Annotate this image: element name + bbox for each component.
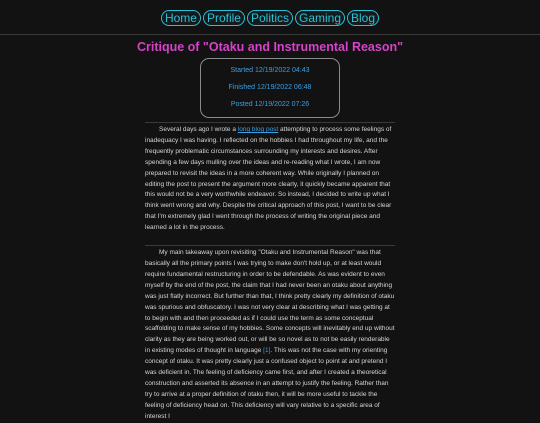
paragraph-1-text-b: attempting to process some feelings of inadequacy I was having. I reflected on the hobbies I had throughout my life, and the frequently problematic circumstances surrounding my interests and desires. After spending a few days mulling over the ideas and re-reading what I wrote, I am now prepared to revisit the ideas in a more coherent way. While originally I planned on editing the post to present the argument more clearly, it quickly became apparent that this would not be a very worthwhile endeavor. So instead, I decided to write up what I think went wrong and why. Despite the critical approach of this post, I want to be clear that I'm extremely glad I went through the process of writing the original piece and learned a lot in the process.	[145, 126, 392, 232]
post-title: Critique of "Otaku and Instrumental Reason"	[136, 40, 404, 54]
nav-blog-link[interactable]: Blog	[347, 10, 379, 26]
started-time: Started 12/19/2022 04:43	[230, 67, 310, 74]
paragraph-2-text-a: My main takeaway upon revisiting "Otaku and Instrumental Reason" was that basically all the primary points I was trying to make don't hold up, or at least would require fundamental restructuring in order to be defendable. As was evident to even myself by the end of the post, the claim that I had never been an otaku about anything was just flatly incorrect. But further than that, I think pretty clearly my definition of otaku was spurious and obfuscatory. I was not very clear at describing what I was getting at to begin with and then proceeded as if I could use the term as some conceptual scaffolding to make sense of my hobbies. Some concepts will inevitably end up without clarity as they are being worked out, or will be so novel as to not be easily renderable in existing modes of thought in language	[145, 249, 395, 355]
paragraph-2	[145, 248, 395, 423]
nav-gaming-link[interactable]: Gaming	[295, 10, 345, 26]
nav-profile-link[interactable]: Profile	[203, 10, 245, 26]
posted-time: Posted 12/19/2022 07:26	[230, 101, 310, 108]
divider	[145, 122, 395, 123]
nav-politics-link[interactable]: Politics	[247, 10, 293, 26]
divider	[145, 245, 395, 246]
post-body	[145, 122, 395, 423]
footnote-1-link[interactable]: [1]	[263, 347, 271, 355]
nav-home-link[interactable]: Home	[161, 10, 201, 26]
top-navigation	[0, 0, 540, 35]
long-blog-post-link[interactable]: long blog post	[237, 126, 279, 133]
paragraph-1-text-a: Several days ago I wrote a	[159, 126, 238, 133]
paragraph-2-text-b: . This was not the case with my orienting concept of otaku. It was pretty clearly just a confused object to point at and pretend I was deficient in. The feeling of deficiency came first, and after I created a theoretical construction and asserted its absence in an attempt to justify the feeling. Rather than try to arrive at a proper definition of otaku then, it will be more useful to tackle the feeling of deficiency head on. This deficiency will vary relative to a specific area of interest I	[145, 347, 389, 420]
timestamps-box	[200, 58, 340, 118]
paragraph-1	[145, 125, 395, 234]
finished-time: Finished 12/19/2022 06:48	[228, 84, 312, 91]
